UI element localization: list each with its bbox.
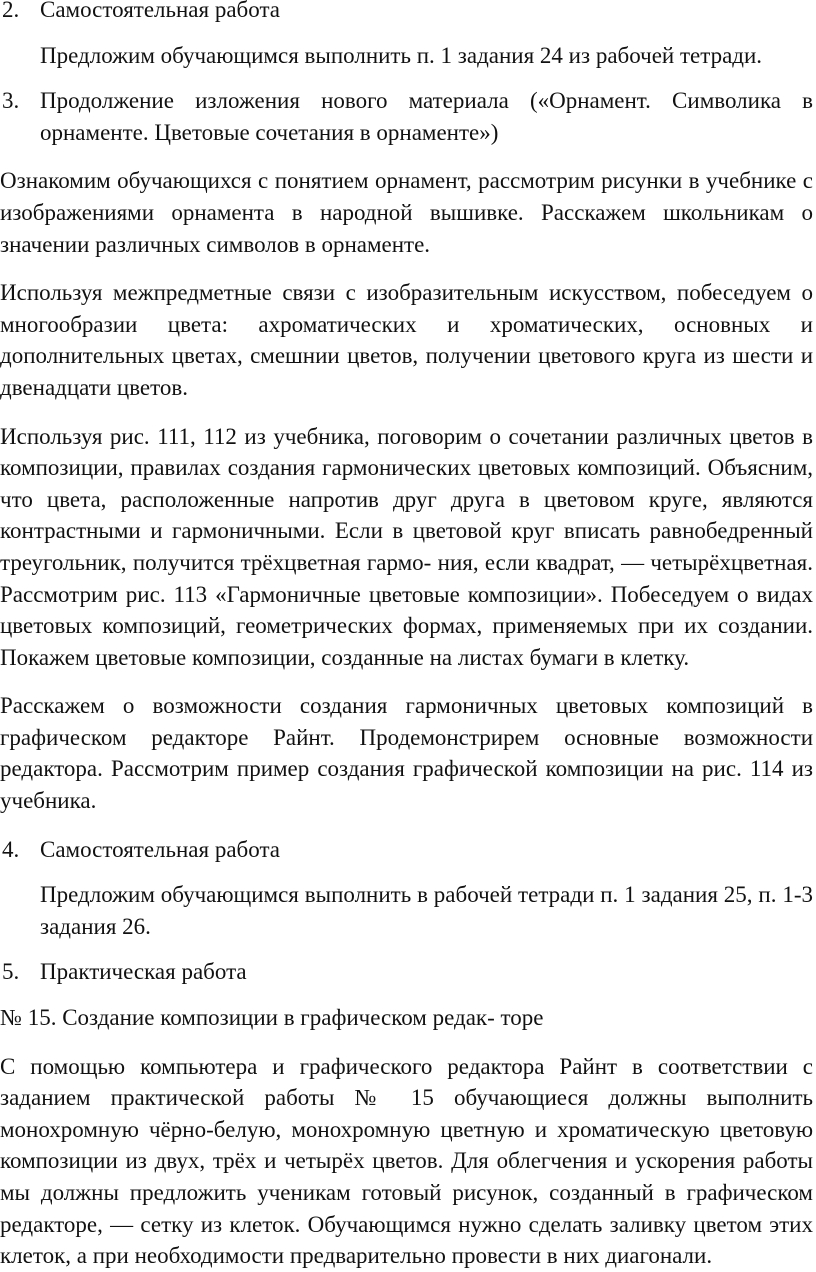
paragraph-ornament: Ознакомим обучающихся с понятием орнамент, рассмотрим рисунки в учебнике с изображениями орнамента в народной вышивке. Расскажем школьникам о значении различных символов в орнаменте. [0,168,813,257]
list-number: 2. [2,0,20,22]
list-number: 5. [2,959,20,985]
paragraph-color-variety: Используя межпредметные связи с изобразительным искусством, побеседуем о многообразии цвета: ахроматических и хроматических, основных и дополнительных цветах, смешнии цветов, получении цветового круга из шести и двенадцати цветов. [0,280,813,400]
paragraph-practical-work: С помощью компьютера и графического редактора Райнт в соответствии с заданием практической работы № 15 обучающиеся должны выполнить монохромную чёрно-белую, монохромную цветную и хроматическую цветовую композиции из двух, трёх и четырёх цветов. Для облегчения и ускорения работы мы должны предложить ученикам готовый рисунок, созданный в графическом редакторе, — сетку из клеток. Обучающимся нужно сделать заливку цветом этих клеток, а при необходимости предварительно провести в них диагонали. [0,1053,813,1269]
section-title: Самостоятельная работа [40,0,280,22]
section-title: Самостоятельная работа [40,836,280,862]
section-2-text: Предложим обучающимся выполнить п. 1 задания 24 из рабочей тетради. [40,42,763,68]
paragraph-graphic-editor: Расскажем о возможности создания гармоничных цветовых композиций в графическом редакторе Райнт. Продемонстрирем основные возможности редактора. Рассмотрим пример создания графической композиции на рис. 114 из учебника. [0,693,813,814]
section-5-heading [0,956,813,988]
section-title: Практическая работа [40,959,247,985]
section-4-heading [0,834,813,866]
section-3-heading [0,85,813,148]
section-4-text: Предложим обучающимся выполнить в рабочей тетради п. 1 задания 25, п. 1-3 задания 26. [40,882,813,939]
list-number: 4. [2,836,20,862]
section-title: Продолжение изложения нового материала («Орнамент. Символика в орнаменте. Цветовые сочетания в орнаменте») [40,88,813,145]
practical-work-title: № 15. Создание композиции в графическом редак- торе [0,1005,544,1031]
paragraph-color-composition: Используя рис. 111, 112 из учебника, поговорим о сочетании различных цветов в композиции, правилах создания гармонических цветовых композиций. Объясним, что цвета, расположенные напротив друг друга в цветовом круге, являются контрастными и гармоничными. Если в цветовой круг вписать равнобедренный треугольник, получится трёхцветная гармо- ния, если квадрат, — четырёхцветная. Рассмотрим рис. 113 «Гармоничные цветовые композиции». Побеседуем о видах цветовых композиций, геометрических формах, применяемых при их создании. Покажем цветовые композиции, созданные на листах бумаги в клетку. [0,423,813,670]
section-2-heading [0,0,813,26]
list-number: 3. [2,88,20,114]
